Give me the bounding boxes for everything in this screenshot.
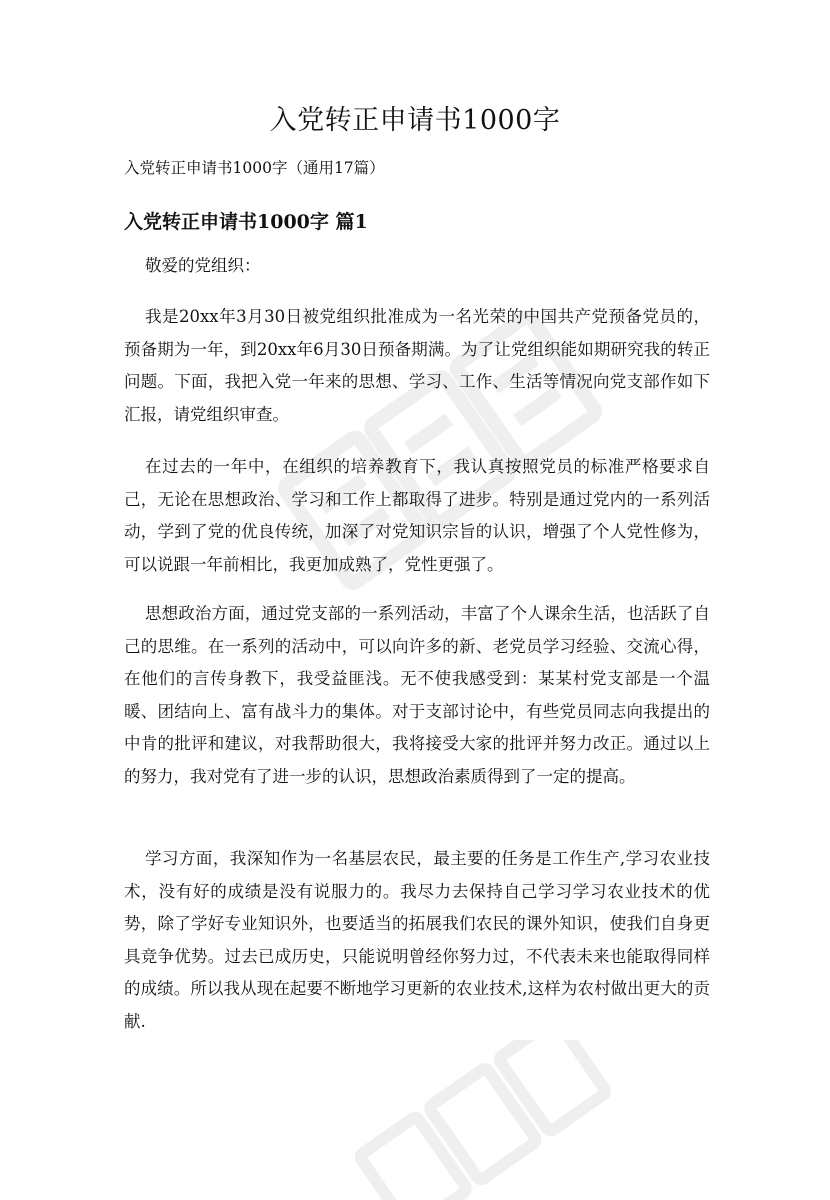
page-title: 入党转正申请书1000字 — [269, 105, 561, 136]
paragraph-4: 学习方面，我深知作为一名基层农民，最主要的任务是工作生产,学习农业技术，没有好的成绩是没有说服力的。我尽力去保持自己学习学习农业技术的优势，除了学好专业知识外，也要适当的拓展我们农民的课外知识，使我们自身更具竞争优势。过去已成历史，只能说明曾经你努力过，不代表未来也能取得同样的成绩。所以我从现在起要不断地学习更新的农业技术,这样为农村做出更大的贡献. — [124, 849, 710, 1031]
paragraph-2: 在过去的一年中，在组织的培养教育下，我认真按照党员的标准严格要求自己，无论在思想政治、学习和工作上都取得了进步。特别是通过党内的一系列活动，学到了党的优良传统，加深了对党知识宗旨的认识，增强了个人党性修为，可以说跟一年前相比，我更加成熟了，党性更强了。 — [124, 457, 710, 574]
document-subtitle: 入党转正申请书1000字（通用17篇） — [124, 159, 385, 177]
watermark-icon — [300, 1040, 660, 1200]
letter-greeting: 敬爱的党组织： — [144, 256, 261, 275]
paragraph-1: 我是20xx年3月30日被党组织批准成为一名光荣的中国共产党预备党员的，预备期为一年，到20xx年6月30日预备期满。为了让党组织能如期研究我的转正问题。下面，我把入党一年来的思想、学习、工作、生活等情况向党支部作如下汇报，请党组织审查。 — [124, 307, 710, 424]
section-heading: 入党转正申请书1000字 篇1 — [124, 211, 368, 233]
paragraph-3: 思想政治方面，通过党支部的一系列活动，丰富了个人课余生活，也活跃了自己的思维。在一系列的活动中，可以向许多的新、老党员学习经验、交流心得，在他们的言传身教下，我受益匪浅。无不使我感受到：某某村党支部是一个温暖、团结向上、富有战斗力的集体。对于支部讨论中，有些党员同志向我提出的中肯的批评和建议，对我帮助很大，我将接受大家的批评并努力改正。通过以上的努力，我对党有了进一步的认识，思想政治素质得到了一定的提高。 — [124, 604, 710, 786]
